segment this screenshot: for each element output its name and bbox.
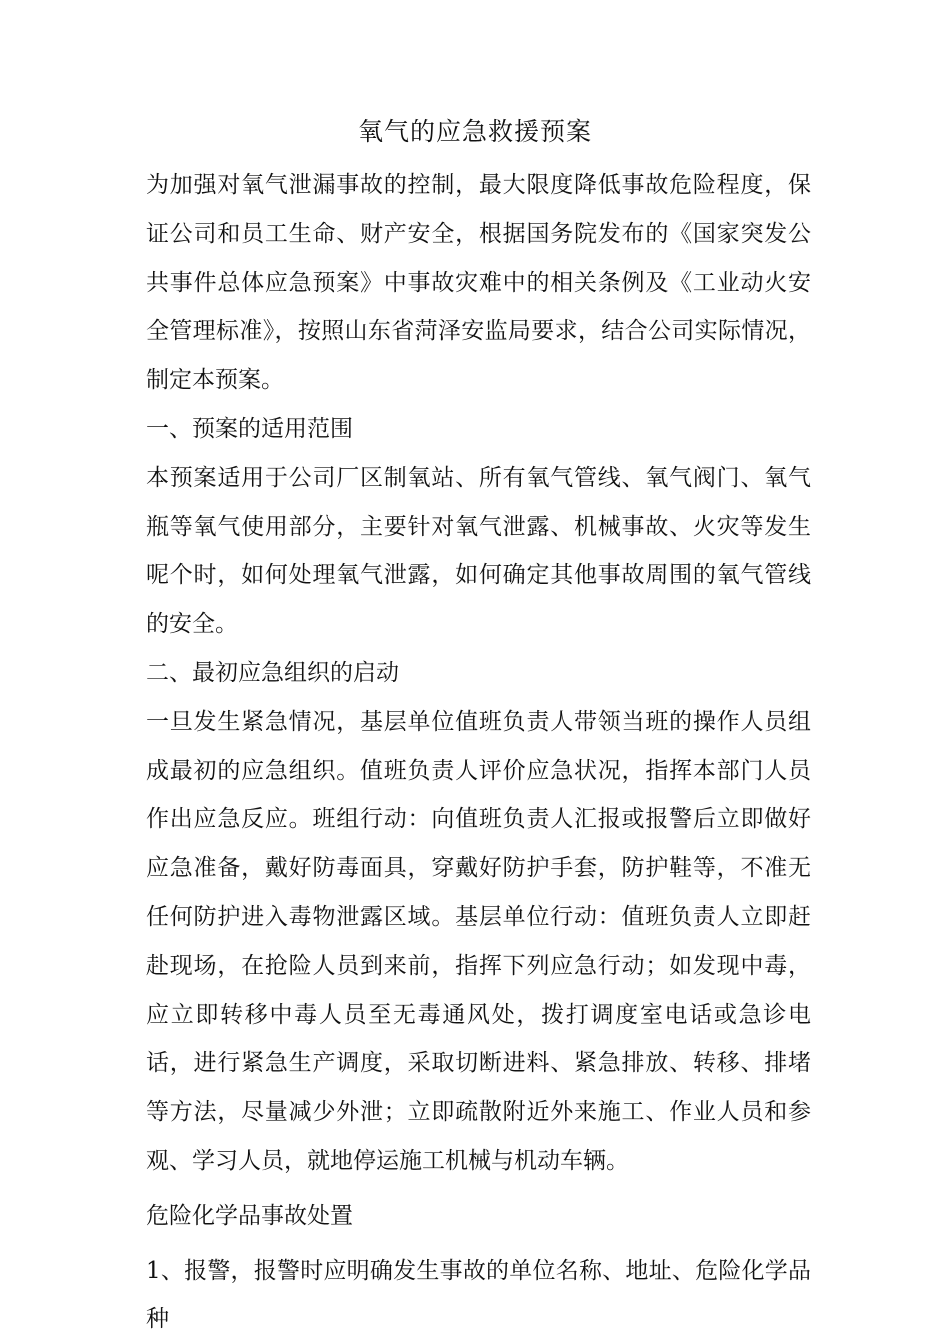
section-heading-scope: 一、预案的适用范围 [146,415,353,442]
list-item-alarm: 1、报警，报警时应明确发生事故的单位名称、地址、危险化学品种 [146,1257,811,1333]
paragraph-intro: 为加强对氧气泄漏事故的控制，最大限度降低事故危险程度，保证公司和员工生命、财产安全，根据国务院发布的《国家突发公共事件总体应急预案》中事故灾难中的相关条例及《工业动火安全管理标准》，按照山东省菏泽安监局要求，结合公司实际情况，制定本预案。 [146,172,811,394]
document-title: 氧气的应急救援预案 [357,117,592,146]
paragraph-initial-response: 一旦发生紧急情况，基层单位值班负责人带领当班的操作人员组成最初的应急组织。值班负责人评价应急状况，指挥本部门人员作出应急反应。班组行动：向值班负责人汇报或报警后立即做好应急准备，戴好防毒面具，穿戴好防护手套，防护鞋等，不准无任何防护进入毒物泄露区域。基层单位行动：值班负责人立即赶赴现场，在抢险人员到来前，指挥下列应急行动；如发现中毒，应立即转移中毒人员至无毒通风处，拨打调度室电话或急诊电话，进行紧急生产调度，采取切断进料、紧急排放、转移、排堵等方法，尽量减少外泄；立即疏散附近外来施工、作业人员和参观、学习人员，就地停运施工机械与机动车辆。 [146,708,811,1174]
document-body [146,161,811,1344]
section-heading-initial-response: 二、最初应急组织的启动 [146,659,399,686]
paragraph-scope: 本预案适用于公司厂区制氧站、所有氧气管线、氧气阀门、氧气瓶等氧气使用部分，主要针对氧气泄露、机械事故、火灾等发生呢个时，如何处理氧气泄露，如何确定其他事故周围的氧气管线的安全。 [146,464,811,638]
section-heading-hazmat: 危险化学品事故处置 [146,1202,353,1229]
